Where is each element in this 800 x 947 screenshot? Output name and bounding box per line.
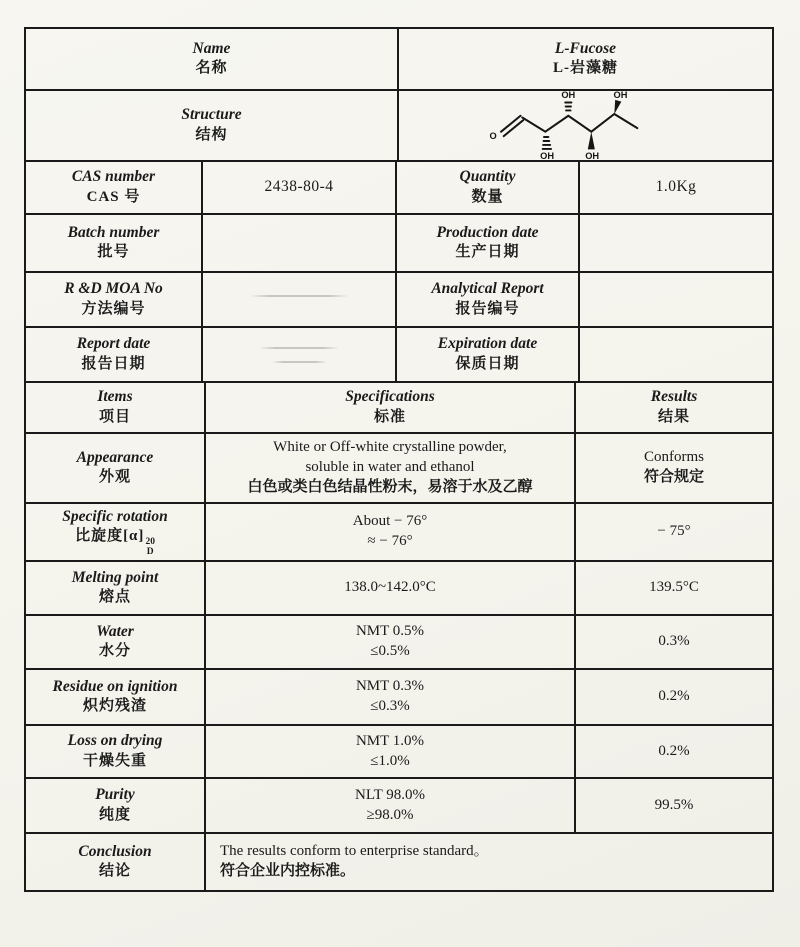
conclusion-text-en: The results conform to enterprise standard。 — [220, 843, 489, 860]
structure-value-cell — [399, 91, 772, 160]
report-expiration-row — [26, 326, 772, 381]
specific-rotation-zh-text: 比旋度[α] — [75, 528, 145, 545]
purity-item-zh: 纯度 — [98, 806, 131, 823]
residue-item-zh: 炽灼残渣 — [82, 698, 147, 715]
results-header-cell — [576, 383, 772, 432]
melting-point-spec-cell — [206, 562, 576, 614]
scan-artifact — [259, 347, 339, 349]
conclusion-label-cell — [26, 834, 206, 890]
expiration-date-label-cell — [397, 328, 580, 381]
purity-spec-line2: ≥98.0% — [366, 806, 414, 823]
melting-point-row — [26, 560, 772, 614]
production-date-label-en: Production date — [436, 223, 539, 241]
product-name-zh: L-岩藻糖 — [552, 60, 618, 77]
residue-item-en: Residue on ignition — [52, 677, 178, 695]
report-date-value-cell — [203, 328, 397, 381]
water-spec-line2: ≤0.5% — [370, 643, 410, 659]
expiration-date-label-en: Expiration date — [437, 335, 538, 353]
scan-artifact — [272, 361, 327, 363]
purity-row — [26, 777, 772, 832]
loss-spec-line1: NMT 1.0% — [355, 732, 425, 749]
purity-spec-cell — [206, 779, 576, 832]
specifications-header-en: Specifications — [345, 388, 435, 406]
product-name-en: L-Fucose — [554, 39, 617, 57]
analytical-report-label-cell — [397, 273, 580, 326]
water-row — [26, 614, 772, 668]
specific-rotation-item-zh — [75, 527, 155, 557]
alpha-d20-notation — [145, 538, 155, 557]
appearance-item-zh: 外观 — [98, 469, 131, 486]
spec-header-row — [26, 381, 772, 432]
specific-rotation-item-en: Specific rotation — [62, 507, 168, 525]
loss-on-drying-row — [26, 724, 772, 777]
report-date-label-en: Report date — [76, 335, 151, 353]
quantity-label-zh: 数量 — [471, 188, 504, 205]
oh-label: OH — [613, 91, 627, 101]
appearance-item-cell — [26, 434, 206, 502]
loss-spec-line2: ≤1.0% — [370, 752, 410, 769]
production-date-label-cell — [397, 215, 580, 271]
oh-label: OH — [560, 91, 575, 101]
structure-label-en: Structure — [181, 106, 242, 124]
water-result: 0.3% — [658, 633, 690, 650]
quantity-value-cell — [580, 162, 772, 213]
purity-result-cell — [576, 779, 772, 832]
batch-value-cell — [203, 215, 397, 271]
batch-production-row — [26, 213, 772, 271]
residue-spec-line1: NMT 0.3% — [355, 678, 425, 695]
residue-result: 0.2% — [658, 688, 690, 705]
structure-label-zh: 结构 — [195, 126, 228, 143]
batch-label-en: Batch number — [67, 223, 160, 241]
appearance-row — [26, 432, 772, 502]
quantity-value: 1.0Kg — [655, 178, 697, 196]
loss-spec-cell — [206, 726, 576, 777]
melting-point-spec: 138.0~142.0°C — [344, 579, 436, 596]
name-label-cell — [26, 29, 399, 89]
structure-row — [26, 89, 772, 160]
purity-result: 99.5% — [654, 796, 694, 813]
production-date-label-zh: 生产日期 — [455, 244, 520, 261]
analytical-report-value-cell — [580, 273, 772, 326]
quantity-label-cell — [397, 162, 580, 213]
appearance-result-zh: 符合规定 — [643, 469, 704, 485]
name-value-cell — [399, 29, 772, 89]
oh-label: OH — [539, 151, 554, 160]
specific-rotation-spec-line1: About − 76° — [352, 513, 428, 530]
residue-spec-line2: ≤0.3% — [370, 698, 410, 714]
water-result-cell — [576, 616, 772, 668]
specific-rotation-spec-cell — [206, 504, 576, 560]
wedge-bond-icon — [587, 132, 594, 150]
appearance-item-en: Appearance — [76, 448, 154, 466]
items-header-zh: 项目 — [98, 408, 131, 425]
specific-rotation-result: − 75° — [657, 523, 691, 540]
cas-label-cell — [26, 162, 203, 213]
report-date-label-cell — [26, 328, 203, 381]
purity-item-cell — [26, 779, 206, 832]
expiration-date-label-zh: 保质日期 — [455, 355, 520, 372]
conclusion-label-en: Conclusion — [78, 842, 152, 860]
water-spec-cell — [206, 616, 576, 668]
appearance-spec-line3: 白色或类白色结晶性粉末，易溶于水及乙醇 — [247, 478, 533, 495]
structure-label-cell — [26, 91, 399, 160]
appearance-result-en: Conforms — [644, 449, 704, 466]
residue-item-cell — [26, 670, 206, 724]
water-spec-line1: NMT 0.5% — [355, 623, 425, 640]
residue-result-cell — [576, 670, 772, 724]
melting-point-result: 139.5°C — [649, 579, 699, 596]
specific-rotation-item-cell — [26, 504, 206, 560]
cas-value-cell — [203, 162, 397, 213]
specific-rotation-spec-line2: ≈ − 76° — [367, 533, 413, 549]
items-header-en: Items — [97, 388, 133, 406]
melting-point-item-zh: 熔点 — [98, 589, 131, 606]
hash-bond-icon — [542, 137, 550, 149]
analytical-report-label-en: Analytical Report — [431, 280, 544, 298]
water-item-en: Water — [96, 622, 134, 640]
appearance-spec-cell — [206, 434, 576, 502]
name-row — [26, 29, 772, 89]
conclusion-label-zh: 结论 — [98, 863, 131, 880]
loss-item-cell — [26, 726, 206, 777]
name-label-zh: 名称 — [195, 60, 228, 77]
report-date-label-zh: 报告日期 — [81, 355, 146, 372]
oh-label: OH — [584, 151, 599, 160]
loss-result-cell — [576, 726, 772, 777]
hash-bond-icon — [565, 103, 571, 111]
expiration-date-value-cell — [580, 328, 772, 381]
conclusion-text-zh: 符合企业内控标准。 — [220, 863, 356, 879]
results-header-zh: 结果 — [657, 408, 690, 425]
wedge-bond-icon — [614, 100, 621, 114]
specific-rotation-row — [26, 502, 772, 560]
specifications-header-zh: 标准 — [373, 408, 406, 425]
conclusion-row — [26, 832, 772, 890]
specific-rotation-result-cell — [576, 504, 772, 560]
cas-quantity-row — [26, 160, 772, 213]
loss-result: 0.2% — [658, 742, 690, 759]
alpha-sup: 20 — [145, 537, 155, 548]
appearance-spec-line2: soluble in water and ethanol — [305, 459, 475, 476]
moa-value-cell — [203, 273, 397, 326]
molecule-structure-image — [470, 91, 702, 160]
loss-item-zh: 干燥失重 — [82, 752, 147, 769]
certificate-of-analysis-table — [24, 27, 774, 892]
cas-number-value: 2438-80-4 — [264, 178, 334, 196]
alpha-sub: D — [146, 546, 154, 557]
results-header-en: Results — [650, 388, 698, 406]
analytical-report-label-zh: 报告编号 — [455, 300, 520, 317]
water-item-zh: 水分 — [98, 643, 131, 660]
moa-label-zh: 方法编号 — [81, 300, 146, 317]
appearance-result-cell — [576, 434, 772, 502]
moa-analytical-row — [26, 271, 772, 326]
residue-spec-cell — [206, 670, 576, 724]
batch-label-zh: 批号 — [97, 244, 130, 261]
cas-label-zh: CAS 号 — [86, 188, 141, 205]
melting-point-result-cell — [576, 562, 772, 614]
water-item-cell — [26, 616, 206, 668]
quantity-label-en: Quantity — [459, 168, 516, 186]
scan-artifact — [249, 295, 349, 297]
purity-spec-line1: NLT 98.0% — [354, 786, 425, 803]
melting-point-item-cell — [26, 562, 206, 614]
moa-label-cell — [26, 273, 203, 326]
appearance-spec-line1: White or Off-white crystalline powder, — [273, 439, 507, 456]
purity-item-en: Purity — [95, 786, 135, 804]
loss-item-en: Loss on drying — [67, 732, 163, 750]
cas-label-en: CAS number — [71, 168, 156, 186]
batch-label-cell — [26, 215, 203, 271]
residue-row — [26, 668, 772, 724]
name-label-en: Name — [192, 39, 231, 57]
melting-point-item-en: Melting point — [71, 568, 159, 586]
aldehyde-o-label: O — [489, 130, 497, 141]
moa-label-en: R &D MOA No — [64, 280, 163, 298]
production-date-value-cell — [580, 215, 772, 271]
items-header-cell — [26, 383, 206, 432]
conclusion-text-cell — [206, 834, 772, 890]
specifications-header-cell — [206, 383, 576, 432]
